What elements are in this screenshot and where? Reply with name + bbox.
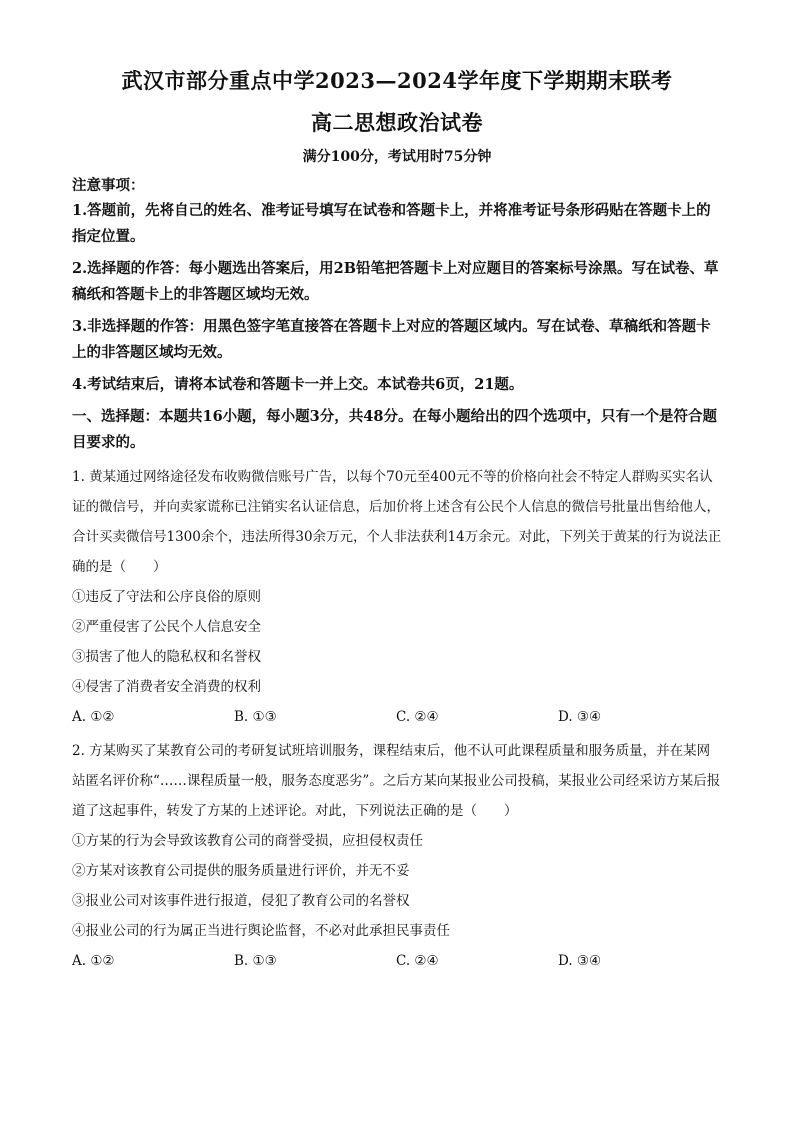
exam-subtitle: 高二思想政治试卷 (311, 110, 483, 135)
section-heading: 一、选择题：本题共16小题，每小题3分，共48分。在每小题给出的四个选项中，只有一个是符合题目要求的。 (72, 408, 717, 451)
choice-c: C. ②④ (396, 953, 439, 969)
notice-heading: 注意事项： (72, 177, 145, 194)
exam-title: 武汉市部分重点中学2023—2024学年度下学期期末联考 (121, 68, 673, 93)
answer-choices (72, 946, 722, 976)
answer-choices (72, 702, 722, 732)
choice-b: B. ①③ (234, 953, 277, 969)
choice-d: D. ③④ (558, 953, 602, 969)
statement: ③报业公司对该事件进行报道，侵犯了教育公司的名誉权 (72, 893, 410, 909)
notice-item: 2.选择题的作答：每小题选出答案后，用2B铅笔把答题卡上对应题目的答案标号涂黑。写在试卷、草稿纸和答题卡上的非答题区域均无效。 (72, 260, 719, 303)
question-2 (72, 736, 722, 976)
choice-a: A. ①② (72, 953, 115, 969)
choice-b: B. ①③ (234, 709, 277, 725)
question-stem: 2. 方某购买了某教育公司的考研复试班培训服务，课程结束后，他不认可此课程质量和服务质量，并在某网站匿名评价称“……课程质量一般，服务态度恶劣”。之后方某向某报业公司投稿，某报业公司经采访方某后报道了这起事件，转发了方某的上述评论。对此，下列说法正确的是（ ） (72, 743, 721, 819)
notice-list (72, 198, 722, 398)
statement: ④报业公司的行为属正当进行舆论监督，不必对此承担民事责任 (72, 923, 450, 939)
choice-c: C. ②④ (396, 709, 439, 725)
notice-item: 4.考试结束后，请将本试卷和答题卡一并上交。本试卷共6页，21题。 (72, 376, 524, 393)
question-stem: 1. 黄某通过网络途径发布收购微信账号广告，以每个70元至400元不等的价格向社会不特定人群购买实名认证的微信号，并向卖家谎称已注销实名认证信息，后加价将上述含有公民个人信息的微信号批量出售给他人，合计买卖微信号1300余个，违法所得30余万元，个人非法获利14万余元。对此，下列关于黄某的行为说法正确的是（ ） (72, 469, 722, 575)
statement: ①违反了守法和公序良俗的原则 (72, 589, 261, 605)
question-1 (72, 462, 722, 732)
exam-meta: 满分100分，考试用时75分钟 (302, 149, 492, 165)
statement: ④侵害了消费者安全消费的权利 (72, 679, 261, 695)
choice-d: D. ③④ (558, 709, 602, 725)
notice-item: 3.非选择题的作答：用黑色签字笔直接答在答题卡上对应的答题区域内。写在试卷、草稿纸和答题卡上的非答题区域均无效。 (72, 318, 711, 361)
statement: ③损害了他人的隐私权和名誉权 (72, 649, 261, 665)
choice-a: A. ①② (72, 709, 115, 725)
statement: ②方某对该教育公司提供的服务质量进行评价，并无不妥 (72, 863, 410, 879)
statement: ②严重侵害了公民个人信息安全 (72, 619, 261, 635)
statement: ①方某的行为会导致该教育公司的商誉受损，应担侵权责任 (72, 833, 423, 849)
notice-item: 1.答题前，先将自己的姓名、准考证号填写在试卷和答题卡上，并将准考证号条形码贴在答题卡上的指定位置。 (72, 202, 711, 245)
